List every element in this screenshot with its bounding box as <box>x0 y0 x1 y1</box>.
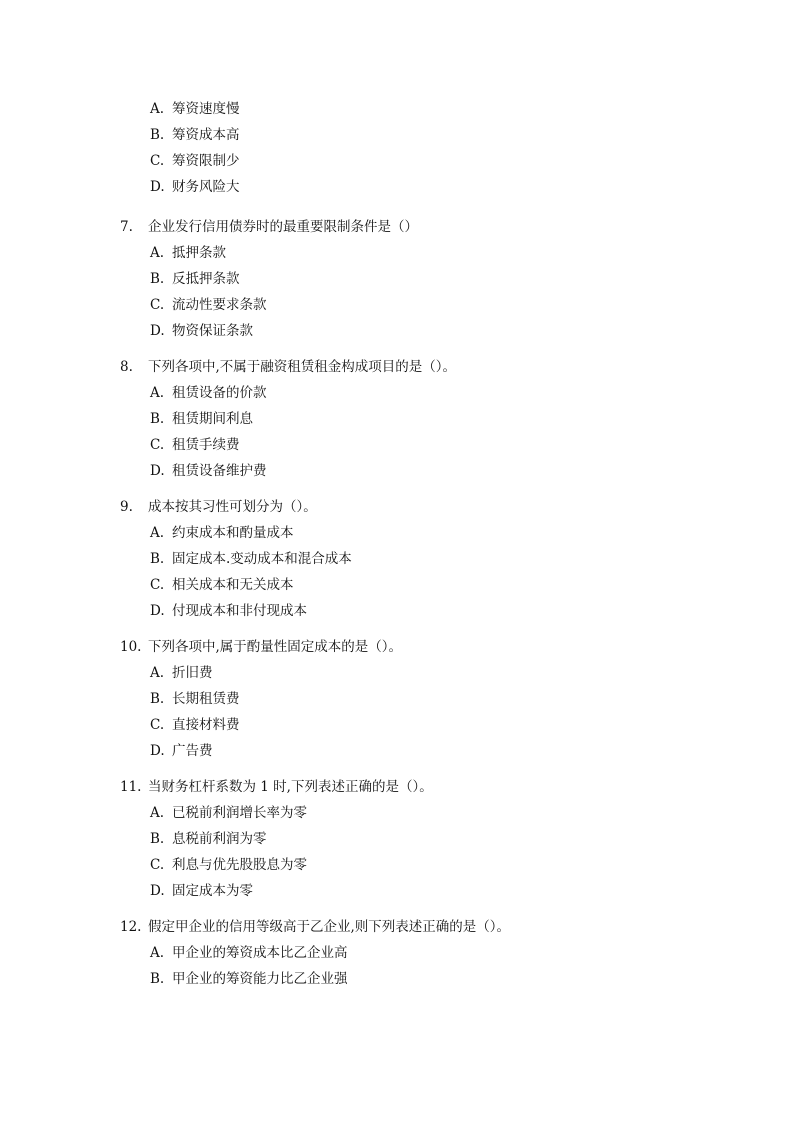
question-text: 当财务杠杆系数为 1 时,下列表述正确的是（）。 <box>148 779 433 795</box>
question-text: 下列各项中,属于酌量性固定成本的是（）。 <box>148 639 403 655</box>
option-row <box>0 738 794 764</box>
option-text: 租赁设备的价款 <box>172 385 267 401</box>
option-text: 固定成本为零 <box>172 883 253 899</box>
question-text: 成本按其习性可划分为（）。 <box>148 499 317 515</box>
option-row <box>0 292 794 318</box>
question-7 <box>0 214 794 344</box>
option-text: 约束成本和酌量成本 <box>172 525 294 541</box>
question-header <box>0 634 794 660</box>
option-text: 筹资限制少 <box>172 153 240 169</box>
option-row <box>0 546 794 572</box>
option-letter: C. <box>150 437 165 453</box>
question-9 <box>0 494 794 624</box>
option-letter: B. <box>150 411 165 427</box>
question-number: 9. <box>120 499 133 515</box>
option-letter: D. <box>150 883 165 899</box>
option-row <box>0 432 794 458</box>
question-text: 假定甲企业的信用等级高于乙企业,则下列表述正确的是（）。 <box>148 919 511 935</box>
option-row <box>0 940 794 966</box>
option-letter: B. <box>150 831 165 847</box>
option-letter: C. <box>150 577 165 593</box>
option-letter: D. <box>150 179 165 195</box>
option-letter: C. <box>150 857 165 873</box>
option-letter: D. <box>150 323 165 339</box>
question-11 <box>0 774 794 904</box>
option-text: 甲企业的筹资成本比乙企业高 <box>172 945 348 961</box>
option-text: 抵押条款 <box>172 245 226 261</box>
option-text: 租赁设备维护费 <box>172 463 267 479</box>
question-header <box>0 494 794 520</box>
option-row <box>0 174 794 200</box>
question-number: 7. <box>120 219 133 235</box>
option-row <box>0 240 794 266</box>
option-text: 已税前利润增长率为零 <box>172 805 307 821</box>
option-letter: B. <box>150 551 165 567</box>
option-letter: A. <box>150 665 165 681</box>
question-number: 11. <box>120 779 142 795</box>
option-text: 筹资速度慢 <box>172 101 240 117</box>
option-letter: D. <box>150 743 165 759</box>
option-text: 直接材料费 <box>172 717 240 733</box>
option-letter: C. <box>150 717 165 733</box>
question-header <box>0 214 794 240</box>
option-row <box>0 826 794 852</box>
option-letter: A. <box>150 245 165 261</box>
option-text: 租赁手续费 <box>172 437 240 453</box>
option-letter: C. <box>150 153 165 169</box>
option-text: 付现成本和非付现成本 <box>172 603 307 619</box>
option-letter: D. <box>150 463 165 479</box>
question-8 <box>0 354 794 484</box>
option-text: 财务风险大 <box>172 179 240 195</box>
option-row <box>0 800 794 826</box>
question-text: 企业发行信用债券时的最重要限制条件是（） <box>148 219 418 235</box>
question-number: 12. <box>120 919 142 935</box>
option-text: 利息与优先股股息为零 <box>172 857 307 873</box>
option-text: 租赁期间利息 <box>172 411 253 427</box>
option-text: 相关成本和无关成本 <box>172 577 294 593</box>
option-row <box>0 852 794 878</box>
option-text: 甲企业的筹资能力比乙企业强 <box>172 971 348 987</box>
question-list <box>0 214 794 1002</box>
option-row <box>0 96 794 122</box>
question-12 <box>0 914 794 992</box>
option-letter: B. <box>150 971 165 987</box>
option-text: 物资保证条款 <box>172 323 253 339</box>
option-row <box>0 380 794 406</box>
question-text: 下列各项中,不属于融资租赁租金构成项目的是（）。 <box>148 359 457 375</box>
question-10 <box>0 634 794 764</box>
option-text: 息税前利润为零 <box>172 831 267 847</box>
question-number: 10. <box>120 639 142 655</box>
option-letter: A. <box>150 385 165 401</box>
option-row <box>0 266 794 292</box>
option-text: 固定成本.变动成本和混合成本 <box>172 551 352 567</box>
option-letter: A. <box>150 101 165 117</box>
option-row <box>0 598 794 624</box>
option-letter: D. <box>150 603 165 619</box>
option-row <box>0 878 794 904</box>
option-text: 广告费 <box>172 743 213 759</box>
option-letter: A. <box>150 945 165 961</box>
option-row <box>0 318 794 344</box>
option-letter: B. <box>150 271 165 287</box>
option-row <box>0 572 794 598</box>
option-text: 流动性要求条款 <box>172 297 267 313</box>
continued-options <box>0 96 794 200</box>
option-row <box>0 520 794 546</box>
option-row <box>0 966 794 992</box>
question-header <box>0 774 794 800</box>
option-row <box>0 406 794 432</box>
question-header <box>0 914 794 940</box>
option-text: 折旧费 <box>172 665 213 681</box>
option-row <box>0 148 794 174</box>
question-header <box>0 354 794 380</box>
option-text: 长期租赁费 <box>172 691 240 707</box>
option-letter: B. <box>150 691 165 707</box>
option-row <box>0 686 794 712</box>
option-row <box>0 660 794 686</box>
option-letter: A. <box>150 805 165 821</box>
option-text: 反抵押条款 <box>172 271 240 287</box>
option-letter: B. <box>150 127 165 143</box>
option-text: 筹资成本高 <box>172 127 240 143</box>
question-number: 8. <box>120 359 133 375</box>
option-letter: C. <box>150 297 165 313</box>
option-letter: A. <box>150 525 165 541</box>
option-row <box>0 458 794 484</box>
option-row <box>0 122 794 148</box>
option-row <box>0 712 794 738</box>
